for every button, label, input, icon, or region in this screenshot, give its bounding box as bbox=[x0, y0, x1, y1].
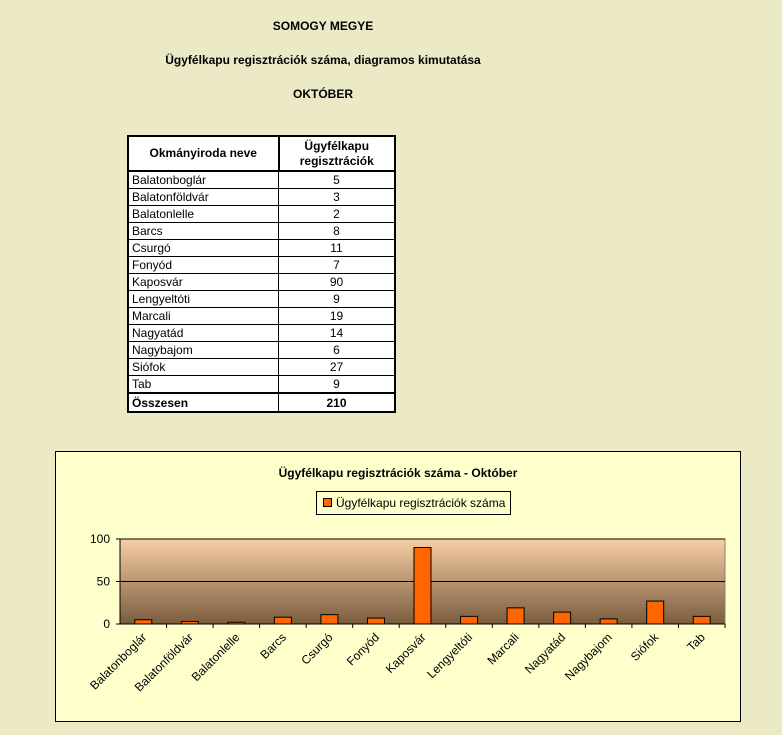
office-name: Lengyeltóti bbox=[128, 291, 279, 308]
x-tick-label: Lengyeltóti bbox=[424, 630, 476, 682]
office-name: Csurgó bbox=[128, 240, 279, 257]
table-row bbox=[128, 325, 395, 342]
total-row bbox=[128, 393, 395, 412]
bar bbox=[181, 621, 198, 624]
y-tick-label: 50 bbox=[96, 574, 110, 589]
bar bbox=[600, 619, 617, 624]
office-name: Siófok bbox=[128, 359, 279, 376]
office-name: Kaposvár bbox=[128, 274, 279, 291]
chart-legend bbox=[316, 491, 511, 515]
bar bbox=[693, 616, 710, 624]
legend-label: Ügyfélkapu regisztrációk száma bbox=[336, 496, 506, 510]
table-row bbox=[128, 223, 395, 240]
bar bbox=[461, 616, 478, 624]
registration-count: 27 bbox=[279, 359, 396, 376]
x-tick-label: Marcali bbox=[484, 630, 522, 668]
column-header-office: Okmányiroda neve bbox=[128, 136, 279, 171]
x-tick-label: Tab bbox=[684, 630, 708, 654]
bar bbox=[647, 601, 664, 624]
legend-swatch bbox=[323, 498, 332, 507]
registration-count: 6 bbox=[279, 342, 396, 359]
x-tick-label: Nagybajom bbox=[561, 630, 615, 684]
x-tick-label: Kaposvár bbox=[382, 630, 429, 676]
office-name: Fonyód bbox=[128, 257, 279, 274]
registration-count: 11 bbox=[279, 240, 396, 257]
y-tick-label: 100 bbox=[89, 532, 110, 546]
month-title: OKTÓBER bbox=[293, 87, 353, 101]
registration-count: 90 bbox=[279, 274, 396, 291]
table-row bbox=[128, 240, 395, 257]
x-tick-label: Csurgó bbox=[298, 630, 336, 668]
table-row bbox=[128, 376, 395, 394]
table-row bbox=[128, 189, 395, 206]
x-tick-label: Balatonföldvár bbox=[131, 630, 196, 695]
report-subtitle: Ügyfélkapu regisztrációk száma, diagramos kimutatása bbox=[165, 53, 481, 67]
registration-count: 7 bbox=[279, 257, 396, 274]
table-row bbox=[128, 342, 395, 359]
table-row bbox=[128, 257, 395, 274]
x-tick-label: Balatonlelle bbox=[188, 630, 243, 684]
x-tick-label: Nagyatád bbox=[522, 630, 569, 677]
bar bbox=[274, 617, 291, 624]
x-tick-label: Fonyód bbox=[343, 630, 383, 669]
total-label: Összesen bbox=[128, 393, 279, 412]
bar bbox=[135, 620, 152, 624]
x-tick-label: Balatonboglár bbox=[87, 630, 150, 693]
county-title: SOMOGY MEGYE bbox=[272, 19, 374, 33]
office-name: Tab bbox=[128, 376, 279, 394]
table-row bbox=[128, 308, 395, 325]
x-tick-label: Barcs bbox=[257, 630, 290, 662]
table-row bbox=[128, 274, 395, 291]
registration-count: 3 bbox=[279, 189, 396, 206]
registration-count: 5 bbox=[279, 171, 396, 189]
table-row bbox=[128, 359, 395, 376]
bar bbox=[367, 618, 384, 624]
office-name: Nagyatád bbox=[128, 325, 279, 342]
table-row bbox=[128, 171, 395, 189]
table-row bbox=[128, 291, 395, 308]
registration-count: 9 bbox=[279, 376, 396, 394]
office-name: Balatonlelle bbox=[128, 206, 279, 223]
registration-count: 14 bbox=[279, 325, 396, 342]
registration-count: 8 bbox=[279, 223, 396, 240]
office-name: Balatonföldvár bbox=[128, 189, 279, 206]
registration-count: 19 bbox=[279, 308, 396, 325]
bar bbox=[321, 615, 338, 624]
bar bbox=[414, 548, 431, 625]
office-name: Nagybajom bbox=[128, 342, 279, 359]
bar bbox=[228, 622, 245, 624]
table-row bbox=[128, 206, 395, 223]
bar bbox=[507, 608, 524, 624]
office-name: Marcali bbox=[128, 308, 279, 325]
registration-count: 2 bbox=[279, 206, 396, 223]
column-header-registrations bbox=[279, 136, 396, 171]
column-header-line1: Ügyfélkapu bbox=[304, 138, 370, 153]
column-header-line2: regisztrációk bbox=[299, 153, 374, 168]
chart-title: Ügyfélkapu regisztrációk száma - Október bbox=[278, 466, 518, 480]
y-tick-label: 0 bbox=[103, 617, 110, 631]
total-value: 210 bbox=[279, 393, 396, 412]
x-tick-label: Siófok bbox=[627, 630, 662, 664]
registration-count: 9 bbox=[279, 291, 396, 308]
bar bbox=[554, 612, 571, 624]
registrations-table bbox=[127, 135, 396, 413]
office-name: Barcs bbox=[128, 223, 279, 240]
office-name: Balatonboglár bbox=[128, 171, 279, 189]
